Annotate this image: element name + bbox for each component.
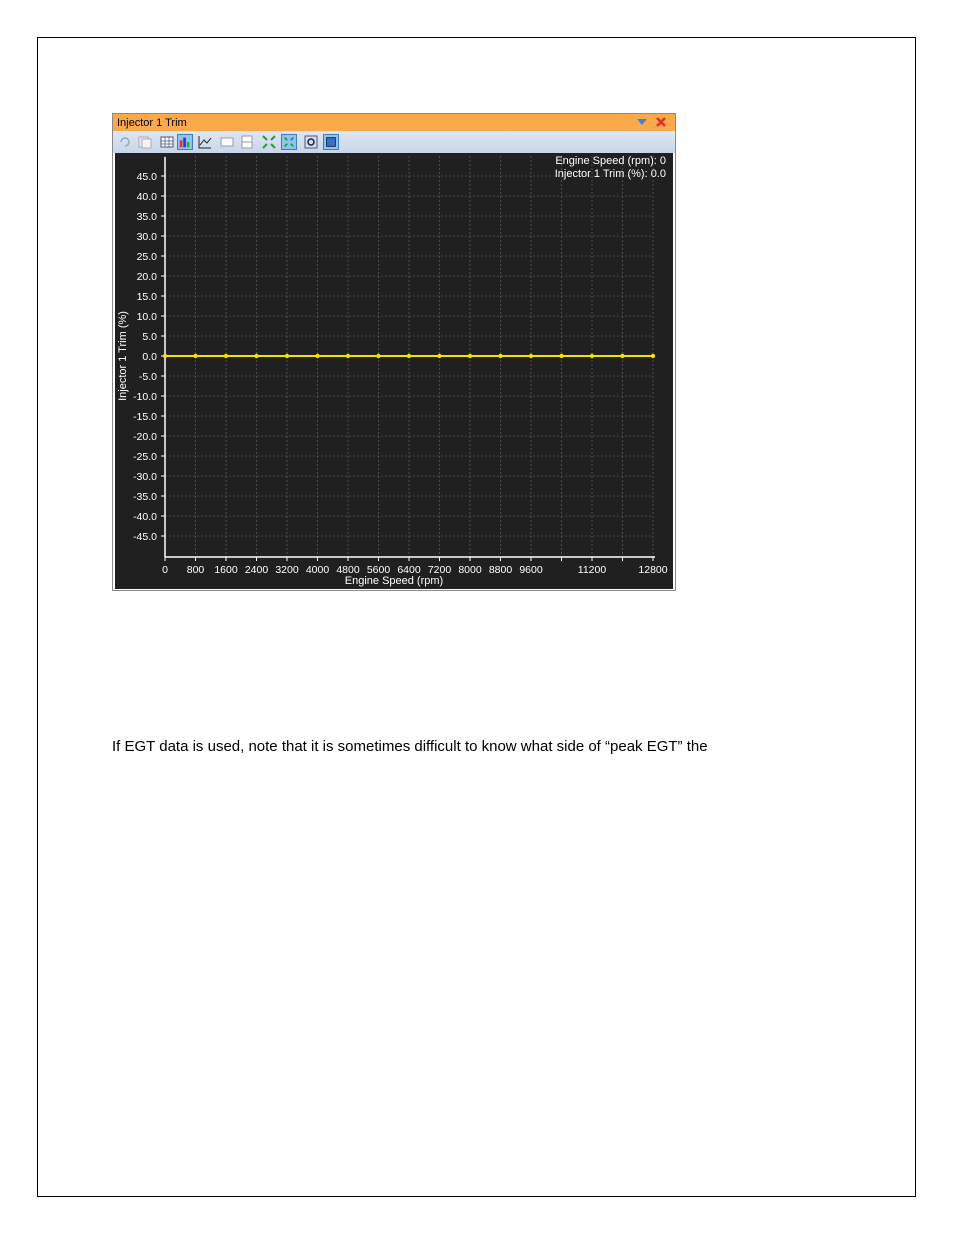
y-tick-label: 15.0 bbox=[136, 291, 157, 303]
x-axis-label: Engine Speed (rpm) bbox=[344, 575, 444, 587]
x-tick-label: 5600 bbox=[366, 564, 391, 576]
y-axis-label: Injector 1 Trim (%) bbox=[117, 311, 129, 401]
fit-icon[interactable] bbox=[261, 134, 277, 150]
data-point bbox=[224, 354, 228, 358]
readout-engine-speed: Engine Speed (rpm): 0 bbox=[555, 155, 666, 167]
data-point bbox=[529, 354, 533, 358]
y-tick-label: -25.0 bbox=[133, 451, 157, 463]
y-tick-label: 20.0 bbox=[136, 271, 157, 283]
y-tick-label: -45.0 bbox=[133, 531, 157, 543]
single-pane-icon[interactable] bbox=[219, 134, 235, 150]
readout-injector-trim: Injector 1 Trim (%): 0.0 bbox=[554, 168, 666, 180]
body-paragraph: If EGT data is used, note that it is sometimes difficult to know what side of “peak EGT” the bbox=[112, 738, 708, 755]
data-point bbox=[285, 354, 289, 358]
y-tick-label: -40.0 bbox=[133, 511, 157, 523]
y-tick-label: 10.0 bbox=[136, 311, 157, 323]
y-tick-label: -35.0 bbox=[133, 491, 157, 503]
bar-chart-icon[interactable] bbox=[177, 134, 193, 150]
data-point bbox=[620, 354, 624, 358]
data-point bbox=[468, 354, 472, 358]
data-point bbox=[498, 354, 502, 358]
x-tick-label: 11200 bbox=[577, 564, 607, 576]
window-title: Injector 1 Trim bbox=[117, 117, 187, 129]
window-titlebar[interactable] bbox=[113, 114, 675, 131]
data-point bbox=[346, 354, 350, 358]
y-tick-label: 30.0 bbox=[136, 231, 157, 243]
injector-trim-window bbox=[112, 113, 676, 591]
data-point bbox=[437, 354, 441, 358]
x-tick-label: 800 bbox=[186, 564, 205, 576]
x-tick-label: 12800 bbox=[638, 564, 668, 576]
x-tick-label: 3200 bbox=[275, 564, 299, 576]
data-point bbox=[315, 354, 319, 358]
data-point bbox=[163, 354, 167, 358]
zoom-icon[interactable] bbox=[303, 134, 319, 150]
y-tick-label: -10.0 bbox=[133, 391, 157, 403]
data-point bbox=[590, 354, 594, 358]
chart-svg[interactable] bbox=[115, 153, 673, 589]
x-tick-label: 6400 bbox=[397, 564, 421, 576]
y-tick-label: -15.0 bbox=[133, 411, 157, 423]
y-tick-label: 0.0 bbox=[142, 351, 157, 363]
refresh-icon[interactable] bbox=[117, 134, 133, 150]
y-tick-label: -30.0 bbox=[133, 471, 157, 483]
close-icon[interactable] bbox=[654, 115, 668, 129]
zoom-fit-icon[interactable] bbox=[281, 134, 297, 150]
y-tick-label: -5.0 bbox=[138, 371, 157, 383]
x-tick-label: 8000 bbox=[458, 564, 482, 576]
x-tick-label: 1600 bbox=[214, 564, 238, 576]
split-pane-icon[interactable] bbox=[239, 134, 255, 150]
x-tick-label: 4000 bbox=[305, 564, 330, 576]
y-tick-label: 45.0 bbox=[136, 171, 157, 183]
x-tick-label: 8800 bbox=[488, 564, 513, 576]
y-tick-label: 40.0 bbox=[136, 191, 157, 203]
data-point bbox=[193, 354, 197, 358]
x-tick-label: 9600 bbox=[519, 564, 543, 576]
x-tick-label: 4800 bbox=[336, 564, 360, 576]
data-point bbox=[407, 354, 411, 358]
copy-icon[interactable] bbox=[137, 134, 153, 150]
select-icon[interactable] bbox=[323, 134, 339, 150]
y-tick-label: 5.0 bbox=[142, 331, 157, 343]
data-point bbox=[376, 354, 380, 358]
chart-toolbar bbox=[113, 131, 675, 153]
data-point bbox=[651, 354, 655, 358]
table-icon[interactable] bbox=[159, 134, 175, 150]
x-tick-label: 2400 bbox=[244, 564, 269, 576]
pin-icon[interactable] bbox=[635, 116, 649, 128]
chart-plot-icon[interactable] bbox=[197, 134, 213, 150]
data-point bbox=[254, 354, 258, 358]
x-tick-label: 0 bbox=[162, 564, 168, 576]
data-point bbox=[559, 354, 563, 358]
y-tick-label: 35.0 bbox=[136, 211, 157, 223]
y-tick-label: -20.0 bbox=[133, 431, 157, 443]
x-tick-label: 7200 bbox=[427, 564, 452, 576]
y-tick-label: 25.0 bbox=[136, 251, 157, 263]
chart-area[interactable] bbox=[115, 153, 673, 589]
